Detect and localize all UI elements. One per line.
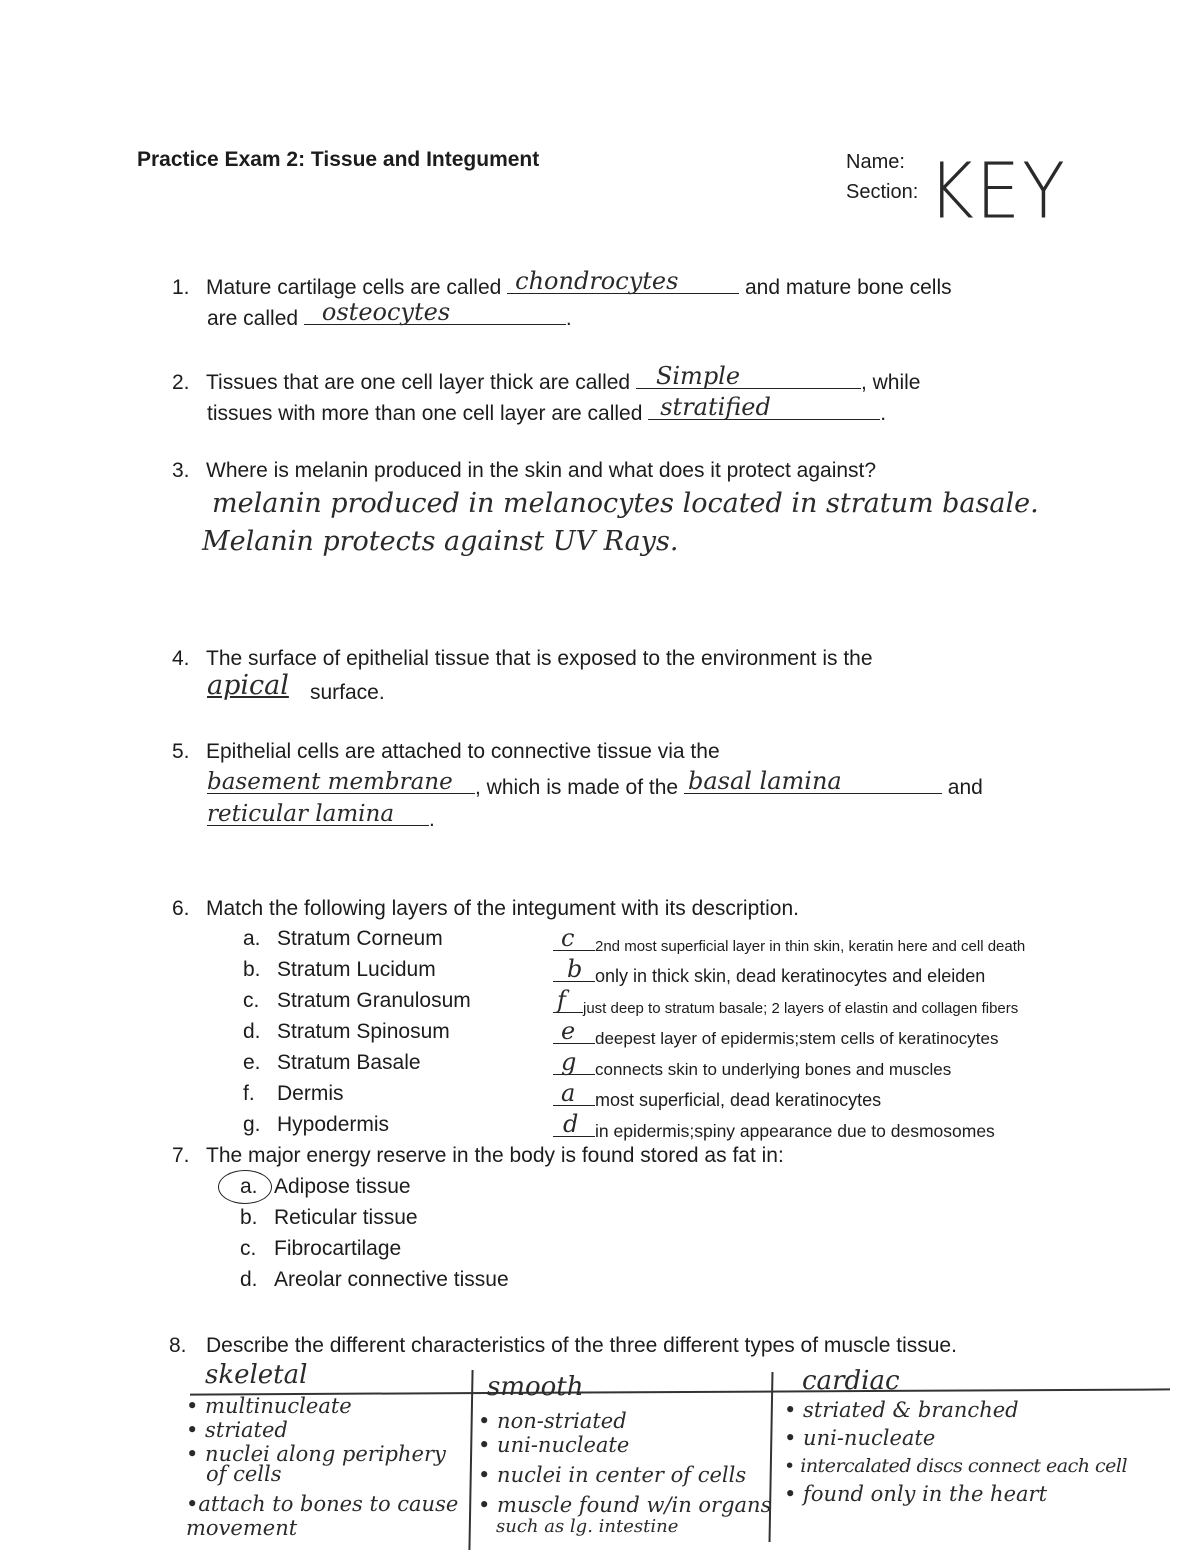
list-item: • striated & branched <box>784 1398 1019 1422</box>
list-item <box>553 1110 1025 1147</box>
question-4 <box>172 647 873 671</box>
list-item <box>243 1113 471 1144</box>
item-text: Adipose tissue <box>274 1175 411 1198</box>
list-item <box>243 989 471 1020</box>
list-item <box>553 1079 1025 1116</box>
answer-blank <box>553 955 595 983</box>
item-letter: b. <box>243 958 261 981</box>
list-item: of cells <box>206 1462 282 1486</box>
handwritten-answer: e <box>561 1017 576 1045</box>
list-item <box>240 1268 509 1299</box>
question-6 <box>172 897 799 921</box>
list-item: • nuclei along periphery <box>186 1442 446 1466</box>
handwritten-answer: d <box>563 1110 579 1138</box>
list-item <box>553 1048 1025 1085</box>
question-7 <box>172 1144 784 1168</box>
handwritten-answer: chondrocytes <box>515 267 679 295</box>
item-letter: c. <box>243 989 260 1012</box>
list-item <box>553 924 1026 961</box>
question-text: The surface of epithelial tissue that is exposed to the environment is the <box>206 647 873 670</box>
table-divider <box>468 1370 473 1550</box>
item-letter: e. <box>243 1051 261 1074</box>
item-text: Fibrocartilage <box>274 1237 402 1260</box>
item-text: 2nd most superficial layer in thin skin, keratin here and cell death <box>595 938 1026 955</box>
item-letter: f. <box>243 1082 255 1105</box>
list-item <box>240 1175 509 1206</box>
question-number: 8. <box>169 1334 187 1357</box>
question-number: 3. <box>172 459 190 482</box>
list-item <box>553 986 1025 1023</box>
period: . <box>565 307 572 330</box>
list-item <box>240 1206 509 1237</box>
question-text: are called <box>207 307 299 330</box>
question-text: The major energy reserve in the body is found stored as fat in: <box>206 1144 784 1167</box>
answer-blank <box>553 924 595 952</box>
item-text: only in thick skin, dead keratinocytes and eleiden <box>595 966 986 986</box>
item-text: Stratum Corneum <box>277 927 443 950</box>
item-text: Stratum Lucidum <box>277 958 436 981</box>
key-handwritten: KEY <box>928 145 1067 237</box>
list-item <box>243 958 471 989</box>
list-item: such as lg. intestine <box>496 1516 679 1537</box>
item-letter: b. <box>240 1206 258 1229</box>
item-text: Areolar connective tissue <box>274 1268 509 1291</box>
question-number: 1. <box>172 276 190 299</box>
handwritten-answer: melanin produced in melanocytes located in stratum basale. <box>212 488 1039 519</box>
question-number: 4. <box>172 647 190 670</box>
item-text: Stratum Basale <box>277 1051 421 1074</box>
list-item: • uni-nucleate <box>478 1433 630 1457</box>
option-list <box>240 1175 509 1299</box>
description-list <box>553 924 1026 1147</box>
period: . <box>429 808 435 831</box>
item-text: Stratum Granulosum <box>277 989 471 1012</box>
column-heading: smooth <box>487 1372 584 1402</box>
item-text: Reticular tissue <box>274 1206 418 1229</box>
question-text: surface. <box>310 681 385 704</box>
question-text: Where is melanin produced in the skin and what does it protect against? <box>206 459 877 482</box>
handwritten-answer: osteocytes <box>321 298 451 326</box>
question-text: Mature cartilage cells are called <box>206 276 502 299</box>
handwritten-answer: c <box>561 924 575 952</box>
skeletal-column <box>186 1394 466 1540</box>
item-text: Dermis <box>277 1082 344 1105</box>
question-text: Tissues that are one cell layer thick are called <box>206 371 631 394</box>
handwritten-answer: basement membrane <box>207 769 453 795</box>
answer-blank <box>553 1017 595 1045</box>
question-text: , while <box>860 371 921 394</box>
item-text: deepest layer of epidermis;stem cells of keratinocytes <box>595 1029 999 1048</box>
question-2-line2 <box>207 393 887 426</box>
question-text: Match the following layers of the integument with its description. <box>206 897 799 920</box>
answer-blank <box>553 1048 595 1076</box>
question-number: 2. <box>172 371 190 394</box>
list-item: • multinucleate <box>186 1394 352 1418</box>
handwritten-answer: Simple <box>655 362 741 390</box>
item-letter: g. <box>243 1113 261 1136</box>
item-letter: c. <box>240 1237 257 1260</box>
answer-blank <box>507 267 739 295</box>
answer-blank <box>553 986 583 1014</box>
layer-list <box>243 927 471 1144</box>
question-number: 7. <box>172 1144 190 1167</box>
question-text: Epithelial cells are attached to connective tissue via the <box>206 740 720 763</box>
answer-blank <box>304 298 566 326</box>
question-5-line2 <box>207 767 983 800</box>
item-letter: d. <box>240 1268 258 1291</box>
answer-blank <box>207 670 310 701</box>
cardiac-column <box>784 1396 1184 1508</box>
question-text: Describe the different characteristics of the three different types of muscle tissue. <box>206 1334 957 1357</box>
list-item: • nuclei in center of cells <box>478 1463 747 1487</box>
list-item: movement <box>186 1516 298 1540</box>
item-text: just deep to stratum basale; 2 layers of elastin and collagen fibers <box>583 1000 1019 1017</box>
column-heading: skeletal <box>205 1360 308 1390</box>
list-item: •attach to bones to cause <box>186 1492 459 1516</box>
handwritten-answer: Melanin protects against UV Rays. <box>202 526 679 557</box>
list-item <box>243 1082 471 1113</box>
question-1 <box>172 267 952 300</box>
question-2 <box>172 362 921 395</box>
handwritten-answer: f <box>557 986 566 1014</box>
question-number: 6. <box>172 897 190 920</box>
handwritten-answer: g <box>561 1048 577 1076</box>
item-letter: d. <box>243 1020 261 1043</box>
item-letter: a. <box>240 1175 258 1198</box>
answer-blank <box>553 1079 595 1107</box>
item-text: in epidermis;spiny appearance due to desmosomes <box>595 1121 995 1141</box>
list-item <box>243 1051 471 1082</box>
list-item: • intercalated discs connect each cell <box>784 1455 1128 1477</box>
list-item: • found only in the heart <box>784 1482 1048 1506</box>
question-number: 5. <box>172 740 190 763</box>
question-text: and <box>947 776 983 799</box>
handwritten-answer: stratified <box>660 393 771 421</box>
list-item: • striated <box>186 1418 288 1442</box>
list-item: • muscle found w/in organs <box>478 1493 772 1517</box>
question-3 <box>172 459 876 483</box>
answer-blank <box>684 767 942 795</box>
question-text: and mature bone cells <box>745 276 952 299</box>
name-label: Name: <box>846 151 905 173</box>
item-text: most superficial, dead keratinocytes <box>595 1090 882 1110</box>
question-text: tissues with more than one cell layer are called <box>207 402 643 425</box>
list-item <box>553 1017 1025 1054</box>
item-letter: a. <box>243 927 261 950</box>
section-label: Section: <box>846 181 919 203</box>
question-1-line2 <box>207 298 572 331</box>
page-title: Practice Exam 2: Tissue and Integument <box>137 148 540 171</box>
list-item: • non-striated <box>478 1409 627 1433</box>
answer-blank <box>553 1110 595 1138</box>
question-5 <box>172 740 720 764</box>
question-text: , which is made of the <box>475 776 679 799</box>
handwritten-answer: basal lamina <box>687 767 842 795</box>
list-item <box>243 927 471 958</box>
question-5-line3 <box>207 803 435 832</box>
item-text: Hypodermis <box>277 1113 390 1136</box>
question-8 <box>169 1334 957 1358</box>
handwritten-answer: b <box>567 955 583 983</box>
list-item <box>243 1020 471 1051</box>
list-item: • uni-nucleate <box>784 1426 936 1450</box>
column-heading: cardiac <box>802 1366 900 1396</box>
handwritten-answer: reticular lamina <box>207 801 395 827</box>
question-4-line2 <box>207 670 385 705</box>
handwritten-answer: apical <box>207 670 289 701</box>
list-item <box>553 955 1025 992</box>
smooth-column <box>478 1406 773 1542</box>
period: . <box>880 402 887 425</box>
answer-blank <box>648 393 880 421</box>
answer-blank <box>207 803 429 826</box>
list-item <box>240 1237 509 1268</box>
handwritten-answer: a <box>561 1079 576 1107</box>
item-text: Stratum Spinosum <box>277 1020 450 1043</box>
answer-blank <box>207 771 475 794</box>
item-text: connects skin to underlying bones and muscles <box>595 1060 952 1079</box>
answer-blank <box>636 362 861 390</box>
